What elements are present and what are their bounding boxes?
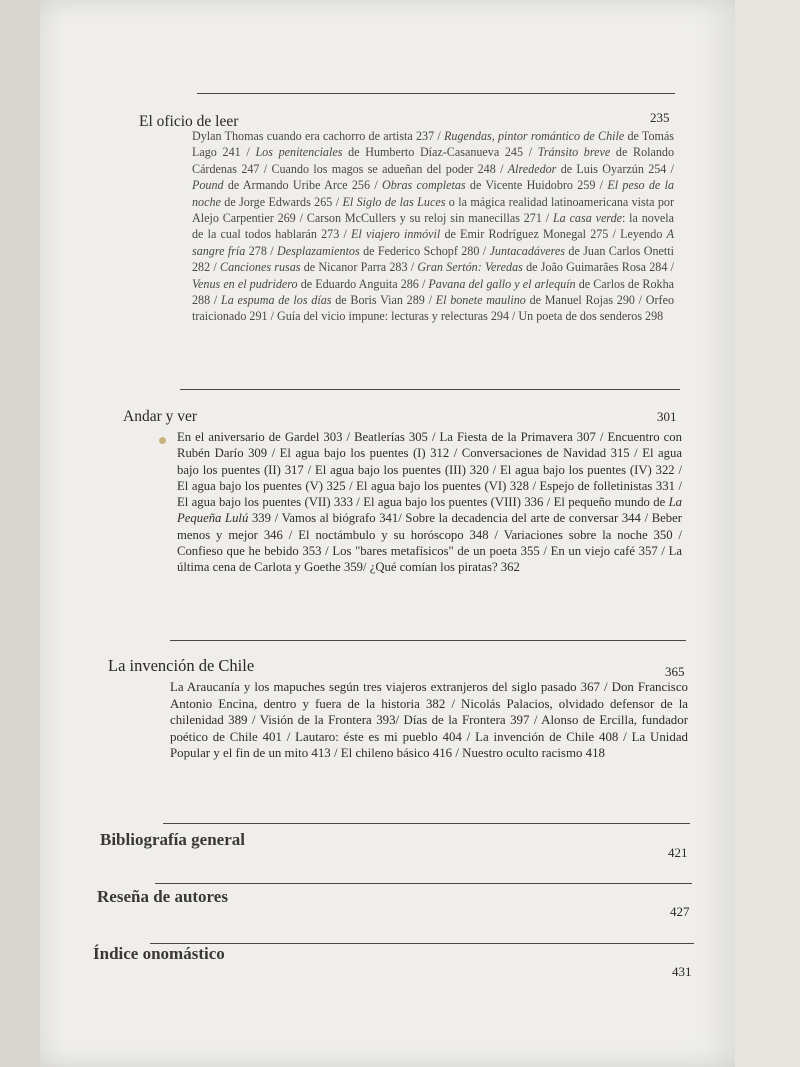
section-page-number: 431: [672, 964, 692, 979]
entry-title-italic: Obras completas: [382, 178, 466, 193]
entry-title-italic: Los penitenciales: [255, 145, 343, 160]
entry-text: de Tomás Lago 241 /: [192, 129, 674, 160]
section-title: Reseña de autores: [97, 887, 228, 906]
section-divider: [180, 389, 680, 390]
entry-text: de Armando Uribe Arce 256 /: [223, 178, 382, 193]
section-page-number: 365: [665, 664, 685, 679]
section-entries: [170, 679, 688, 762]
entry-title-italic: El peso de la noche: [192, 178, 675, 209]
section-divider: [170, 640, 686, 641]
entry-text: La Araucanía y los mapuches según tres viajeros extranjeros del siglo pasado 367 / Don Francisco Antonio Encina, dentro y fuera de la historia 382 / Nicolás Palacios, olvidado defensor de la chilenidad 389 / Visión de la Frontera 393/ Días de la Frontera 397 / Alonso de Ercilla, fundador poético de Chile 401 / Lautaro: éste es mi pueblo 404 / La invención de Chile 408 / La Unidad Popular y el fin de un mito 413 / El chileno básico 416 / Nuestro oculto racismo 418: [170, 680, 688, 761]
entry-text: de Eduardo Anguita 286 /: [297, 276, 429, 291]
entry-text: de Jorge Edwards 265 /: [220, 194, 343, 209]
entry-title-italic: Canciones rusas: [220, 260, 301, 275]
entry-text: de Juan Carlos Onetti 282 /: [192, 243, 674, 275]
entry-text: de Federico Schopf 280 /: [359, 243, 490, 258]
entry-title-italic: Venus en el pudridero: [192, 276, 298, 291]
entry-title-italic: Tránsito breve: [537, 145, 611, 160]
section-page-number: 301: [657, 409, 677, 424]
section-title: Andar y ver: [123, 408, 198, 425]
entry-text: En el aniversario de Gardel 303 / Beatlerías 305 / La Fiesta de la Primavera 307 / Encuentro con Rubén Darío 309 / El agua bajo los puentes (I) 312 / Conversaciones de Navidad 315 / El agua bajo los puentes (II) 317 / El agua bajo los puentes (III) 320 / El agua bajo los puentes (IV) 322 / El agua bajo los puentes (V) 325 / El agua bajo los puentes (VI) 328 / Espejo de folletinistas 331 / El agua bajo los puentes (VII) 333 / El agua bajo los puentes (VIII) 336 / El pequeño mundo de: [177, 430, 682, 510]
entry-text: de Nicanor Parra 283 /: [300, 260, 418, 275]
entry-text: de Luis Oyarzún 254 /: [556, 161, 675, 176]
entry-title-italic: El Siglo de las Luces: [342, 194, 446, 209]
section-page-number: 427: [670, 904, 690, 919]
entry-title-italic: El bonete maulino: [435, 293, 526, 308]
entry-title-italic: El viajero inmóvil: [351, 227, 441, 242]
section-entries: [192, 128, 674, 325]
section-title: Índice onomástico: [93, 944, 225, 963]
section-title: Bibliografía general: [100, 830, 245, 849]
section-page-number: 235: [650, 110, 670, 125]
entry-text: de Manuel Rojas 290 / Orfeo traicionado 291 / Guía del vicio impune: lecturas y relecturas 294 / Un poeta de dos senderos 298: [192, 293, 674, 324]
entry-text: de Rolando Cárdenas 247 / Cuando los magos se adueñan del poder 248 /: [192, 145, 675, 176]
section-title: La invención de Chile: [108, 656, 255, 675]
section-entries: [177, 429, 682, 576]
entry-text: o la mágica realidad latinoamericana vista por Alejo Carpentier 269 / Carson McCullers y su reloj sin manecillas 271 /: [192, 194, 674, 226]
entry-title-italic: La Pequeña Lulú: [177, 495, 682, 526]
section-divider: [163, 823, 690, 824]
entry-text: de Vicente Huidobro 259 /: [465, 178, 608, 193]
entry-text: de Humberto Díaz-Casanueva 245 /: [342, 145, 538, 160]
entry-title-italic: Rugendas, pintor romántico de Chile: [444, 129, 625, 143]
entry-title-italic: La espuma de los días: [221, 293, 332, 308]
entry-title-italic: Gran Sertón: Veredas: [417, 260, 523, 275]
entry-title-italic: Alrededor: [507, 161, 557, 176]
entry-text: : la novela de la cual todos hablarán 273 /: [192, 211, 674, 242]
entry-text: de Emir Rodríguez Monegal 275 / Leyendo: [440, 227, 667, 242]
entry-text: 278 /: [245, 243, 278, 258]
section-page-number: 421: [668, 845, 688, 860]
section-divider: [155, 883, 692, 884]
entry-title-italic: La casa verde: [552, 211, 622, 226]
entry-title-italic: Desplazamientos: [277, 243, 360, 258]
entry-text: de Carlos de Rokha 288 /: [192, 276, 675, 308]
entry-title-italic: A sangre fría: [192, 227, 674, 258]
entry-text: 339 / Vamos al biógrafo 341/ Sobre la decadencia del arte de conversar 344 / Beber menos y mejor 346 / El noctámbulo y su horóscopo 348 / Variaciones sobre la noche 350 / Confieso que he bebido 353 / Los "bares metafísicos" de un poeta 355 / En un viejo café 357 / La última cena de Carlota y Goethe 359/ ¿Qué comían los piratas? 362: [177, 511, 682, 575]
entry-title-italic: Pavana del gallo y el arlequín: [428, 276, 576, 291]
section-title: El oficio de leer: [139, 113, 239, 130]
entry-text: Dylan Thomas cuando era cachorro de artista 237 /: [192, 129, 445, 143]
facing-page-edge: [735, 0, 800, 1067]
entry-text: de João Guimarães Rosa 284 /: [522, 260, 674, 275]
page-stain: [159, 437, 166, 444]
entry-title-italic: Juntacadáveres: [489, 243, 566, 258]
section-divider: [150, 943, 694, 944]
entry-title-italic: Pound: [192, 178, 224, 193]
section-divider: [197, 93, 675, 94]
entry-text: de Boris Vian 289 /: [331, 293, 436, 308]
